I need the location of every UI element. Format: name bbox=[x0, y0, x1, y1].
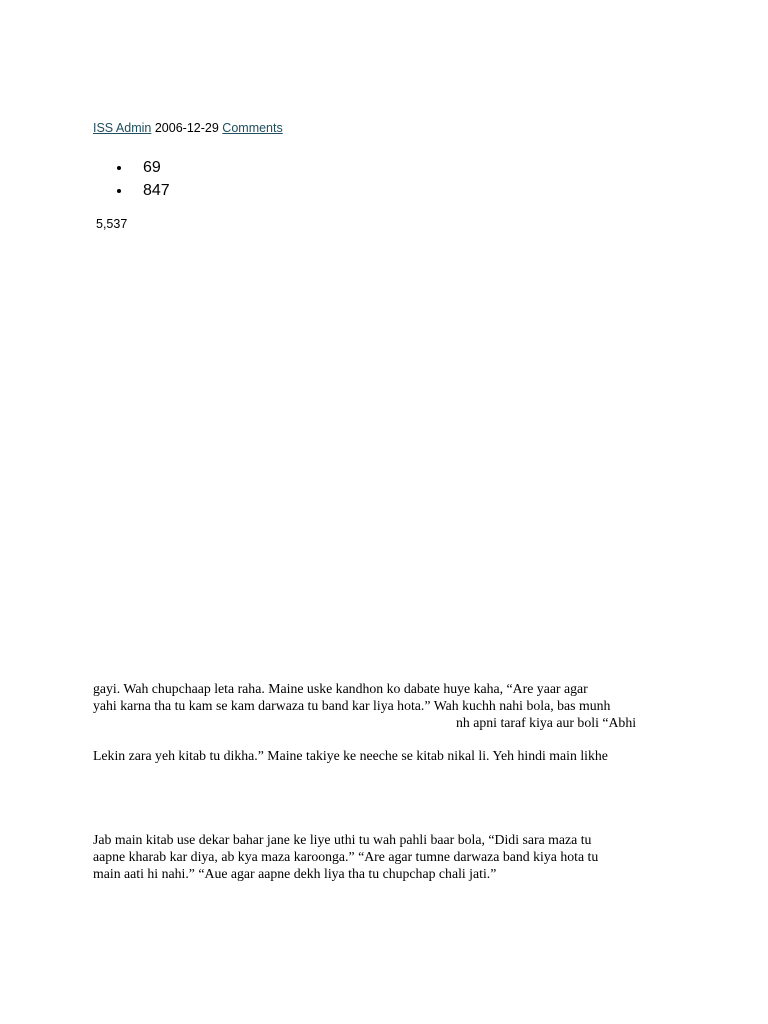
view-count: 5,537 bbox=[96, 217, 128, 231]
bullet-icon bbox=[117, 166, 121, 170]
story-paragraph bbox=[93, 831, 693, 882]
post-date: 2006-12-29 bbox=[154, 121, 219, 135]
stat-value: 847 bbox=[143, 182, 170, 199]
stats-list bbox=[96, 156, 170, 202]
post-meta bbox=[93, 120, 283, 136]
text-line: aapne kharab kar diya, ab kya maza karoonga.” “Are agar tumne darwaza band kiya hota tu bbox=[93, 849, 599, 864]
text-line: Lekin zara yeh kitab tu dikha.” Maine takiye ke neeche se kitab nikal li. Yeh hindi main likhe bbox=[93, 748, 608, 763]
text-line: yahi karna tha tu kam se kam darwaza tu band kar liya hota.” Wah kuchh nahi bola, bas munh bbox=[93, 698, 611, 713]
stats-list-item bbox=[96, 156, 170, 179]
text-line: Jab main kitab use dekar bahar jane ke liye uthi tu wah pahli baar bola, “Didi sara maza tu bbox=[93, 832, 592, 847]
text-line: gayi. Wah chupchaap leta raha. Maine uske kandhon ko dabate huye kaha, “Are yaar agar bbox=[93, 681, 588, 696]
text-line: nh apni taraf kiya aur boli “Abhi bbox=[456, 715, 637, 730]
story-paragraph bbox=[93, 680, 693, 731]
bullet-icon bbox=[117, 189, 121, 193]
stat-value: 69 bbox=[143, 159, 161, 176]
story-paragraph bbox=[93, 747, 693, 764]
text-line: main aati hi nahi.” “Aue agar aapne dekh liya tha tu chupchap chali jati.” bbox=[93, 866, 497, 881]
author-link[interactable]: ISS Admin bbox=[93, 121, 152, 135]
comments-link[interactable]: Comments bbox=[222, 121, 283, 135]
stats-list-item bbox=[96, 179, 170, 202]
